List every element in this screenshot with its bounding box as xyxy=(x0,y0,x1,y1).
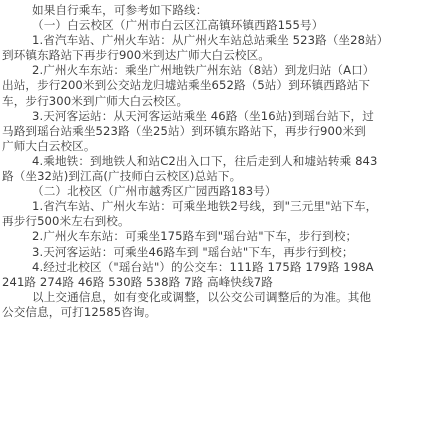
route-item-continued: 再步行500米左右到校。 xyxy=(2,214,130,229)
route-item-continued: 马路到瑶台站乘坐523路（坐25站）到环镇东路站下，再步行900米到 xyxy=(2,123,366,138)
route-item-continued: 241路 274路 46路 530路 538路 7路 高峰快线7路 xyxy=(2,274,273,289)
route-item-continued: 出站，步行200米到公交站龙归墟站乘坐652路（5站）到环镇西路站下 xyxy=(2,78,371,93)
route-item: 4.经过北校区（"瑶台站"）的公交车：111路 175路 179路 198A xyxy=(32,259,374,274)
route-item-continued: 到环镇东路站下再步行900米到达广师大白云校区。 xyxy=(2,48,270,63)
note-line: 以上交通信息，如有变化或调整，以公交公司调整后的为准。其他 xyxy=(32,289,372,304)
route-item: 1.省汽车站、广州火车站：从广州火车站总站乘坐 523路（坐28站） xyxy=(32,33,389,48)
route-item-continued: 车，步行300米到广师大白云校区。 xyxy=(2,93,189,108)
route-item-continued: 广师大白云校区。 xyxy=(2,138,96,153)
intro-line: 如果自行乘车，可参考如下路线： xyxy=(32,3,208,17)
route-item: 4.乘地铁：到地铁人和站C2出入口下，往后走到人和墟站转乘 843 xyxy=(32,153,378,168)
route-item: 3.天河客运站：可乘坐46路车到 "瑶台站"下车，再步行到校； xyxy=(32,244,354,259)
section-heading-north: （二）北校区（广州市越秀区广园西路183号） xyxy=(32,184,277,199)
route-item: 2.广州火车东站：乘坐广州地铁广州东站（8站）到龙归站（A口） xyxy=(32,63,375,78)
section-heading-baiyun: （一）白云校区（广州市白云区江高镇环镇西路155号） xyxy=(32,18,324,33)
route-item: 3.天河客运站：从天河客运站乘坐 46路（坐16站)到瑶台站下，过 xyxy=(32,108,374,123)
document xyxy=(0,3,426,422)
note-line-continued: 公交信息，可打12585咨询。 xyxy=(2,304,157,319)
route-item: 2.广州火车东站：可乘坐175路车到"瑶台站"下车，步行到校； xyxy=(32,229,358,244)
route-item-continued: 路（坐32站)到江高(广技师白云校区)总站下。 xyxy=(2,169,242,184)
route-item: 1.省汽车站、广州火车站：可乘坐地铁2号线，到"三元里"站下车， xyxy=(32,199,378,214)
